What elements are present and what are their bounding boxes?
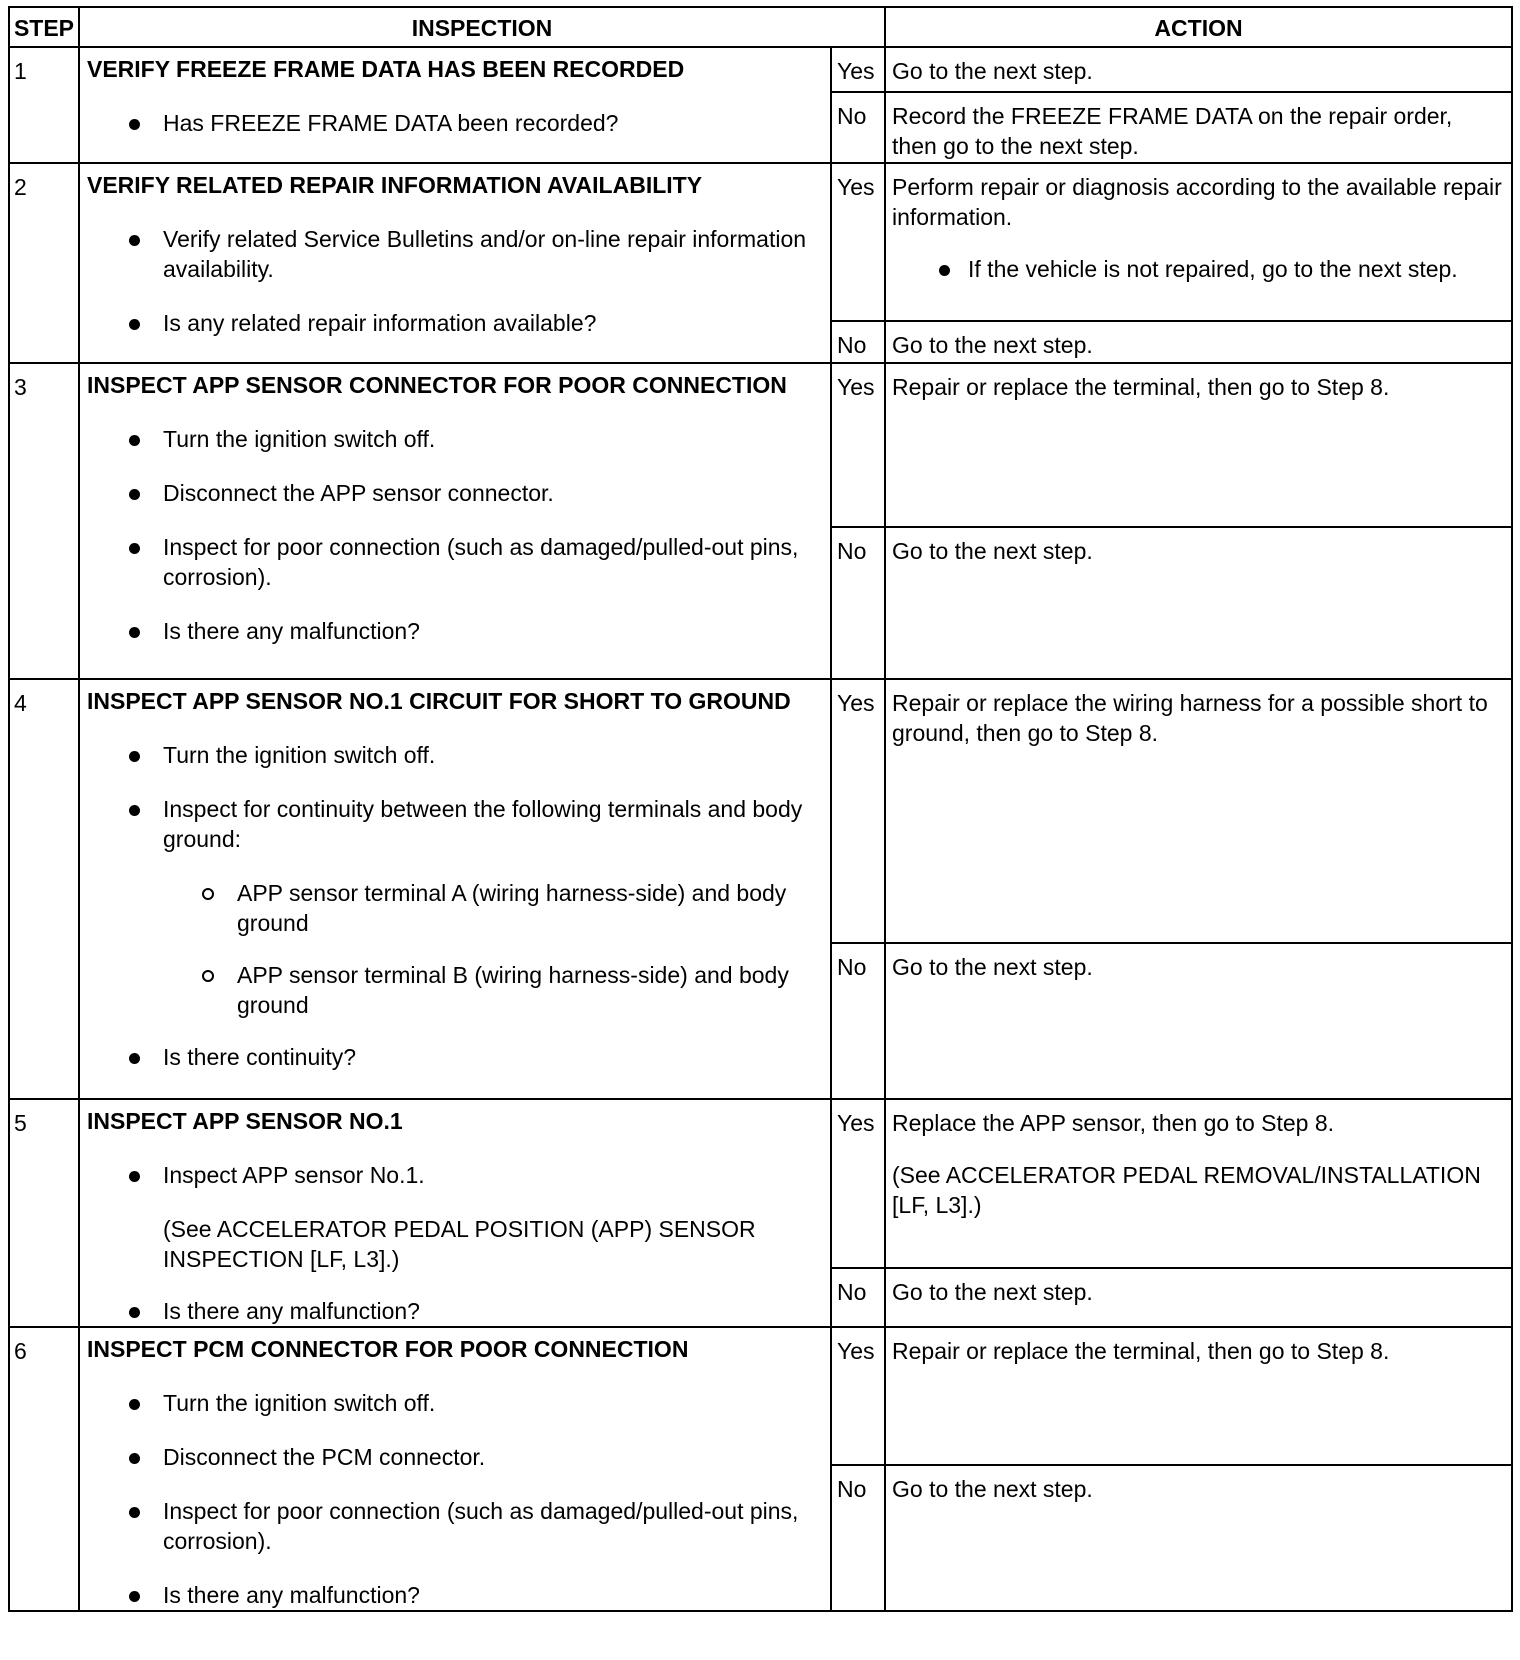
yes-action-text: Repair or replace the terminal, then go to Step 8. (892, 1338, 1390, 1364)
bullet-icon (129, 543, 140, 554)
inspection-item (87, 1580, 822, 1610)
diagnostic-table (8, 6, 1513, 1612)
inspection-subitem (87, 878, 822, 938)
inspection-item (87, 616, 822, 646)
header-inspection: INSPECTION (79, 7, 885, 47)
inspection-item (87, 108, 822, 138)
inspection-item (87, 1296, 822, 1326)
inspection-item (87, 794, 822, 854)
yes-action-note: (See ACCELERATOR PEDAL REMOVAL/INSTALLATION [LF, L3].) (892, 1162, 1481, 1218)
step-number: 5 (9, 1099, 79, 1327)
inspection-item-text: Inspect APP sensor No.1. (163, 1162, 425, 1188)
bullet-icon (129, 435, 140, 446)
bullet-icon (129, 1507, 140, 1518)
yes-action (885, 679, 1512, 943)
bullet-icon (129, 1399, 140, 1410)
inspection-title: VERIFY FREEZE FRAME DATA HAS BEEN RECORDED (87, 56, 685, 82)
yes-action-text: Go to the next step. (892, 58, 1093, 84)
bullet-icon (129, 119, 140, 130)
no-label: No (831, 321, 885, 363)
step-number: 1 (9, 47, 79, 163)
inspection-item-text: Disconnect the APP sensor connector. (163, 480, 554, 506)
yes-label: Yes (831, 679, 885, 943)
inspection-item (87, 740, 822, 770)
yes-action (885, 1099, 1512, 1268)
inspection-subitem-text: APP sensor terminal B (wiring harness-side) and body ground (237, 962, 789, 1018)
bullet-icon (129, 1307, 140, 1318)
step-number: 4 (9, 679, 79, 1099)
bullet-icon (129, 1453, 140, 1464)
inspection-title: INSPECT PCM CONNECTOR FOR POOR CONNECTION (87, 1336, 689, 1362)
inspection-item-text: Has FREEZE FRAME DATA been recorded? (163, 110, 619, 136)
bullet-icon (129, 805, 140, 816)
inspection-item-text: Turn the ignition switch off. (163, 426, 436, 452)
inspection-cell (79, 1327, 831, 1611)
yes-label: Yes (831, 1099, 885, 1268)
inspection-item-text: Turn the ignition switch off. (163, 1390, 436, 1416)
inspection-item (87, 1496, 822, 1556)
inspection-item (87, 1160, 822, 1190)
yes-action-item-text: If the vehicle is not repaired, go to the next step. (968, 256, 1458, 282)
step-number: 3 (9, 363, 79, 679)
inspection-item (87, 308, 822, 338)
no-action (885, 527, 1512, 679)
hollow-bullet-icon (202, 970, 214, 982)
inspection-item-text: Inspect for poor connection (such as damaged/pulled-out pins, corrosion). (163, 534, 799, 590)
inspection-item-text: Disconnect the PCM connector. (163, 1444, 486, 1470)
inspection-title: INSPECT APP SENSOR NO.1 CIRCUIT FOR SHORT TO GROUND (87, 688, 791, 714)
no-action (885, 943, 1512, 1099)
no-action (885, 1268, 1512, 1327)
bullet-icon (129, 1053, 140, 1064)
step-row (9, 363, 1512, 527)
inspection-item (87, 424, 822, 454)
inspection-item (87, 1388, 822, 1418)
bullet-icon (129, 627, 140, 638)
inspection-item (87, 1442, 822, 1472)
header-step: STEP (9, 7, 79, 47)
bullet-icon (129, 751, 140, 762)
no-action-text: Go to the next step. (892, 954, 1093, 980)
inspection-item (87, 224, 822, 284)
inspection-cell (79, 163, 831, 363)
yes-action-text: Repair or replace the wiring harness for a possible short to ground, then go to Step 8. (892, 690, 1488, 746)
bullet-icon (129, 319, 140, 330)
yes-action (885, 363, 1512, 527)
yes-action (885, 163, 1512, 321)
yes-action (885, 1327, 1512, 1465)
no-action (885, 92, 1512, 163)
no-label: No (831, 1465, 885, 1611)
inspection-note: (See ACCELERATOR PEDAL POSITION (APP) SENSOR INSPECTION [LF, L3].) (163, 1216, 756, 1272)
yes-label: Yes (831, 1327, 885, 1465)
no-action-text: Go to the next step. (892, 1279, 1093, 1306)
inspection-cell (79, 47, 831, 163)
inspection-item-text: Is there continuity? (163, 1044, 357, 1070)
inspection-item-text: Is there any malfunction? (163, 618, 420, 644)
inspection-item-text: Is any related repair information available? (163, 310, 597, 336)
yes-action-text: Perform repair or diagnosis according to the available repair information. (892, 174, 1502, 230)
hollow-bullet-icon (202, 888, 214, 900)
no-action-text: Go to the next step. (892, 1476, 1093, 1502)
inspection-item-text: Is there any malfunction? (163, 1582, 420, 1608)
bullet-icon (939, 265, 950, 276)
inspection-item-text: Inspect for poor connection (such as damaged/pulled-out pins, corrosion). (163, 1498, 799, 1554)
inspection-cell (79, 1099, 831, 1327)
yes-action-text: Repair or replace the terminal, then go to Step 8. (892, 374, 1390, 400)
step-row (9, 679, 1512, 943)
inspection-title: INSPECT APP SENSOR NO.1 (87, 1108, 403, 1134)
step-number: 6 (9, 1327, 79, 1611)
inspection-title: INSPECT APP SENSOR CONNECTOR FOR POOR CONNECTION (87, 372, 787, 398)
bullet-icon (129, 235, 140, 246)
no-label: No (831, 527, 885, 679)
no-action (885, 321, 1512, 363)
yes-action-text: Replace the APP sensor, then go to Step 8. (892, 1110, 1335, 1136)
header-row (9, 7, 1512, 47)
no-label: No (831, 92, 885, 163)
inspection-item (87, 1042, 822, 1072)
inspection-subitem-text: APP sensor terminal A (wiring harness-side) and body ground (237, 880, 787, 936)
no-action-text: Record the FREEZE FRAME DATA on the repair order, then go to the next step. (892, 102, 1453, 159)
inspection-cell (79, 679, 831, 1099)
inspection-title: VERIFY RELATED REPAIR INFORMATION AVAILABILITY (87, 172, 703, 198)
yes-action (885, 47, 1512, 92)
bullet-icon (129, 1591, 140, 1602)
no-label: No (831, 943, 885, 1099)
inspection-item-text: Inspect for continuity between the following terminals and body ground: (163, 796, 803, 852)
no-label: No (831, 1268, 885, 1327)
no-action-text: Go to the next step. (892, 332, 1093, 358)
no-action (885, 1465, 1512, 1611)
yes-label: Yes (831, 363, 885, 527)
step-row (9, 1099, 1512, 1268)
inspection-item-text: Is there any malfunction? (163, 1298, 420, 1324)
inspection-item-text: Verify related Service Bulletins and/or on-line repair information availability. (163, 226, 807, 282)
step-row (9, 1327, 1512, 1465)
yes-label: Yes (831, 47, 885, 92)
step-row (9, 47, 1512, 92)
step-row (9, 163, 1512, 321)
yes-action-item (892, 254, 1503, 284)
yes-label: Yes (831, 163, 885, 321)
inspection-item-text: Turn the ignition switch off. (163, 742, 436, 768)
bullet-icon (129, 1171, 140, 1182)
header-action: ACTION (885, 7, 1512, 47)
inspection-cell (79, 363, 831, 679)
inspection-item (87, 478, 822, 508)
inspection-item (87, 532, 822, 592)
step-number: 2 (9, 163, 79, 363)
no-action-text: Go to the next step. (892, 538, 1093, 564)
bullet-icon (129, 489, 140, 500)
inspection-subitem (87, 960, 822, 1020)
